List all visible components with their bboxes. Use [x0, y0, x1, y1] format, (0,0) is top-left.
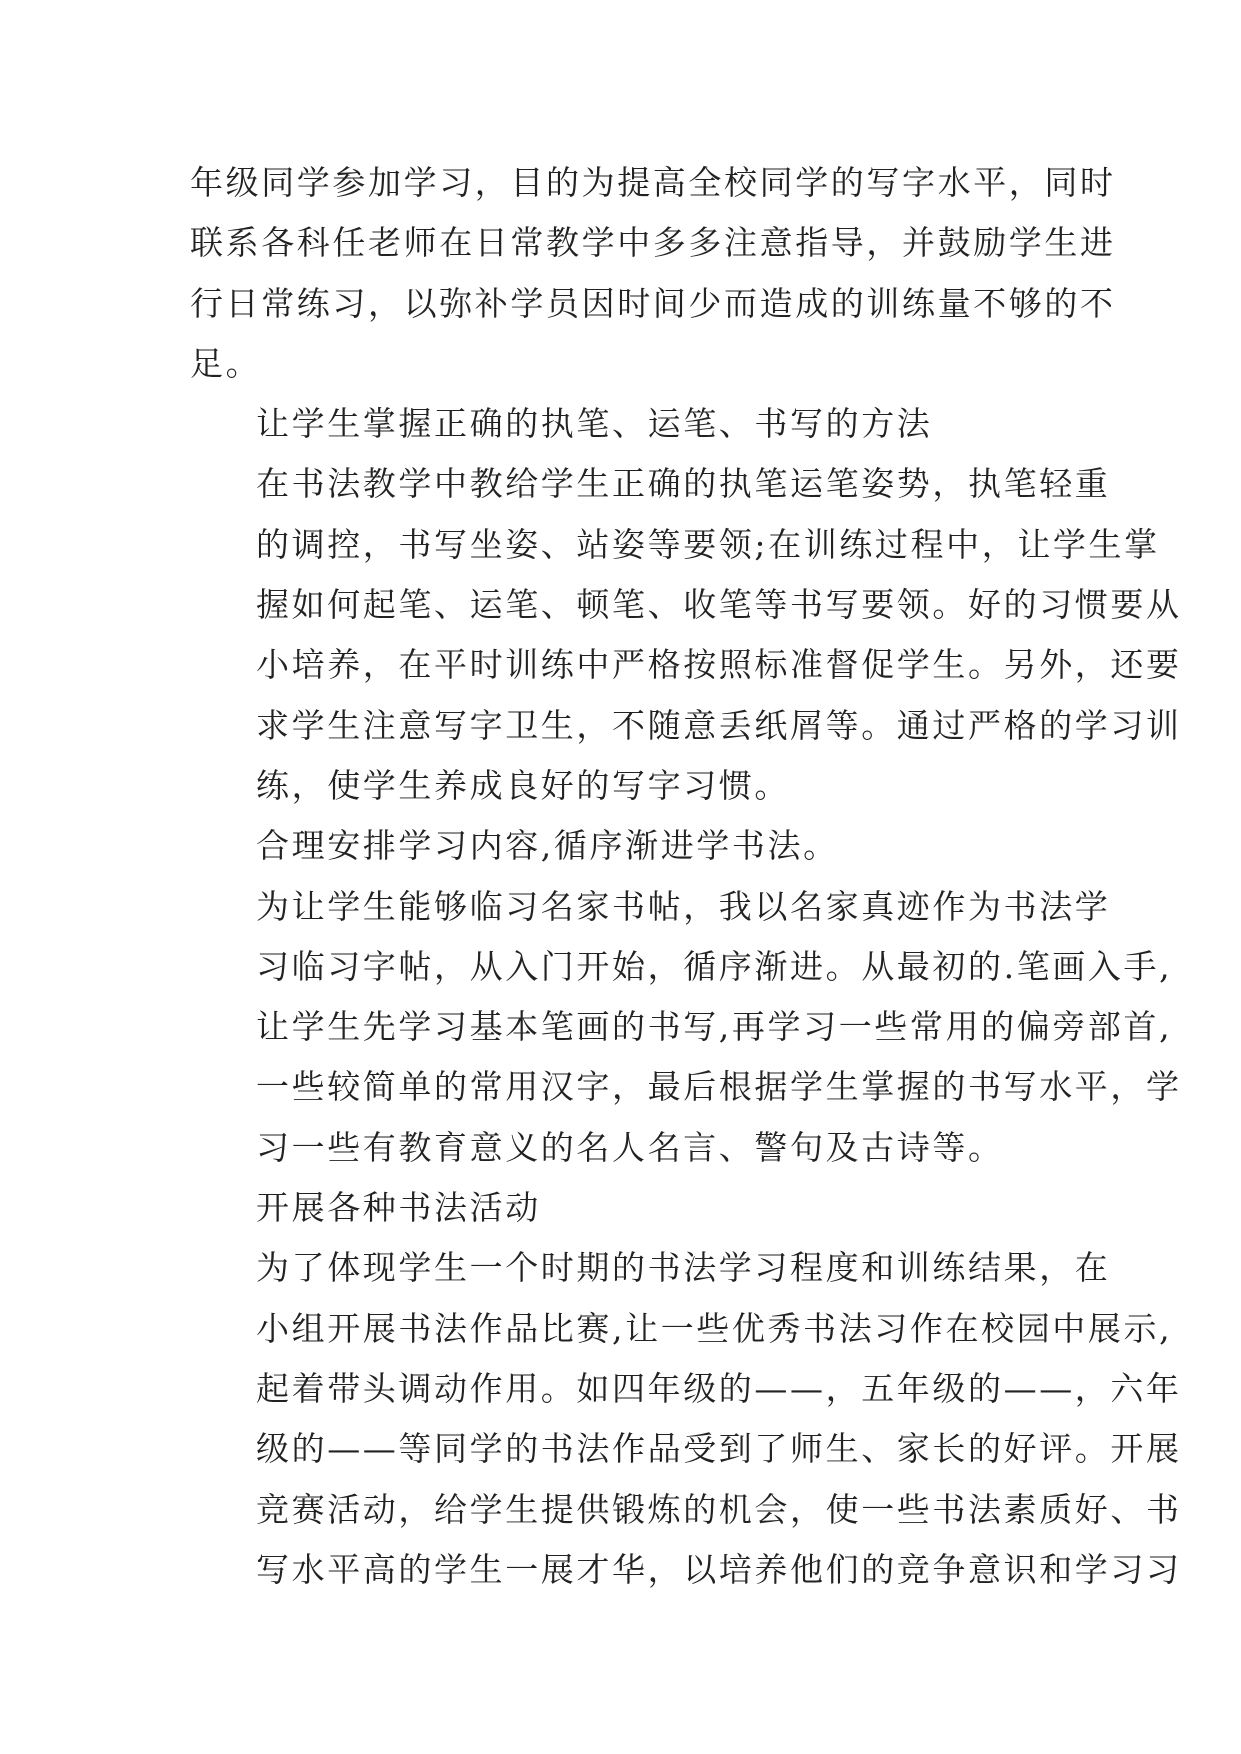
text-line: 让学生掌握正确的执笔、运笔、书写的方法	[256, 404, 933, 444]
paragraph	[190, 454, 1182, 816]
text-line: 为让学生能够临习名家书帖，我以名家真迹作为书法学	[256, 886, 1111, 926]
text-line: 小组开展书法作品比赛,让一些优秀书法习作在校园中展示,	[256, 1308, 1173, 1348]
text-line: 在书法教学中教给学生正确的执笔运笔姿势，执笔轻重	[256, 464, 1111, 504]
text-line: 联系各科任老师在日常教学中多多注意指导，并鼓励学生进	[190, 223, 1116, 263]
text-line: 习一些有教育意义的名人名言、警句及古诗等。	[256, 1127, 1004, 1167]
text-line: 习临习字帖，从入门开始，循序渐进。从最初的.笔画入手,	[256, 946, 1173, 986]
text-line: 握如何起笔、运笔、顿笔、收笔等书写要领。好的习惯要从	[256, 585, 1182, 625]
text-line: 让学生先学习基本笔画的书写,再学习一些常用的偏旁部首,	[256, 1007, 1173, 1047]
text-line: 竞赛活动，给学生提供锻炼的机会，使一些书法素质好、书	[256, 1489, 1182, 1529]
text-line: 小培养，在平时训练中严格按照标准督促学生。另外，还要	[256, 645, 1182, 685]
paragraph	[190, 877, 1182, 1178]
paragraph	[190, 1178, 1070, 1238]
paragraph	[190, 394, 1070, 454]
text-line: 练，使学生养成良好的写字习惯。	[256, 765, 790, 805]
text-line: 为了体现学生一个时期的书法学习程度和训练结果，在	[256, 1248, 1111, 1288]
text-line: 级的——等同学的书法作品受到了师生、家长的好评。开展	[256, 1429, 1182, 1469]
text-line: 的调控，书写坐姿、站姿等要领;在训练过程中，让学生掌	[256, 524, 1160, 564]
text-line: 合理安排学习内容,循序渐进学书法。	[256, 826, 839, 866]
paragraph	[190, 153, 1116, 394]
text-line: 年级同学参加学习，目的为提高全校同学的写字水平，同时	[190, 163, 1116, 202]
text-line: 开展各种书法活动	[256, 1188, 541, 1228]
text-line: 写水平高的学生一展才华，以培养他们的竞争意识和学习习	[256, 1549, 1182, 1589]
paragraph	[190, 1238, 1182, 1600]
text-line: 行日常练习，以弥补学员因时间少而造成的训练量不够的不	[190, 283, 1116, 323]
text-line: 一些较简单的常用汉字，最后根据学生掌握的书写水平，学	[256, 1067, 1182, 1107]
paragraph	[190, 816, 1070, 876]
text-line: 足。	[190, 343, 262, 383]
text-line: 起着带头调动作用。如四年级的——，五年级的——，六年	[256, 1368, 1182, 1408]
document-body	[190, 153, 1182, 1600]
text-line: 求学生注意写字卫生，不随意丢纸屑等。通过严格的学习训	[256, 705, 1182, 745]
